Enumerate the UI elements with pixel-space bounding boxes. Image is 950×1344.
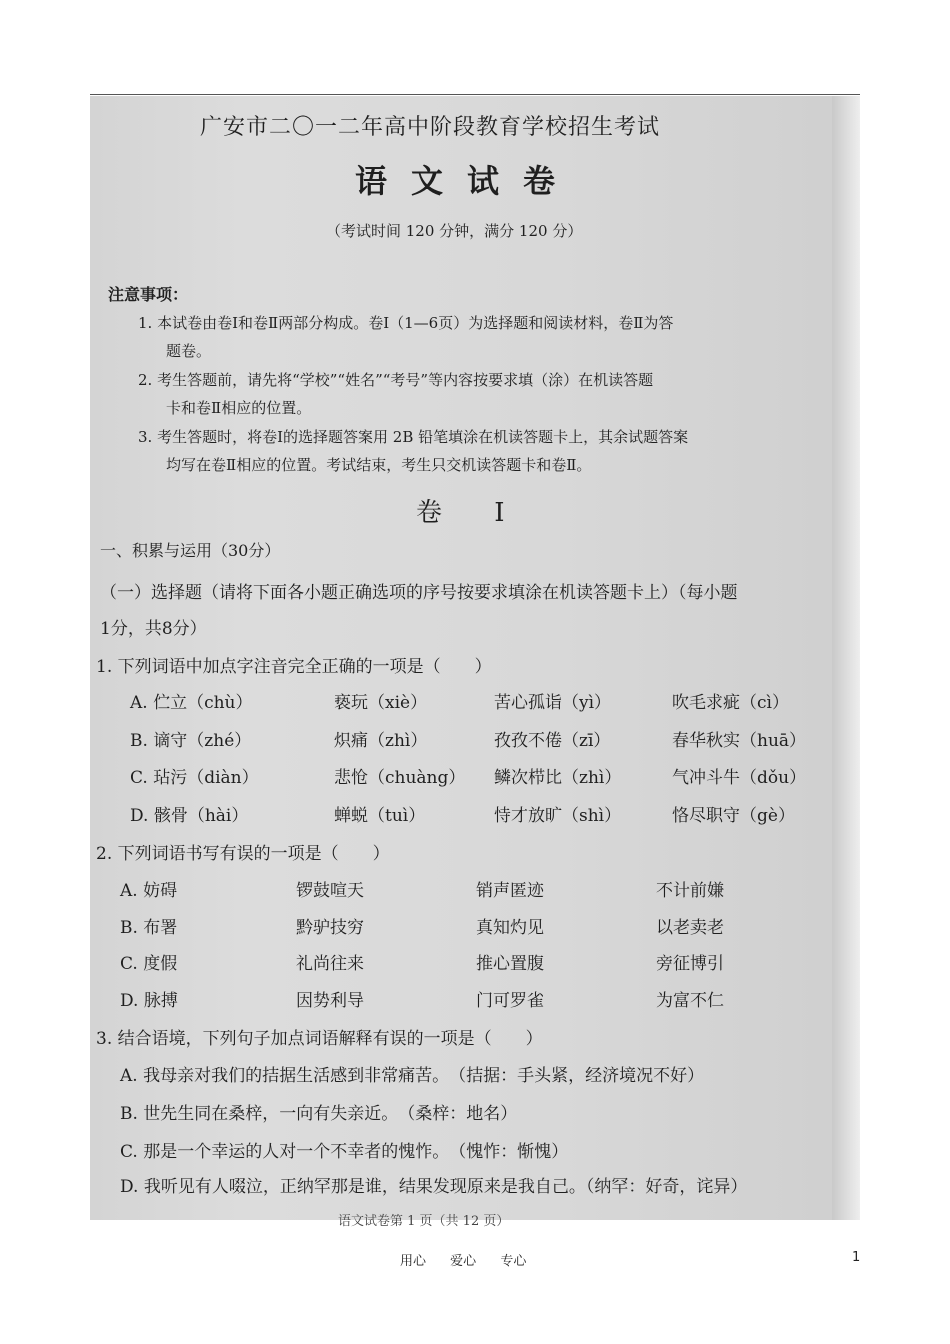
q2-option: 锣鼓喧天 bbox=[296, 881, 364, 901]
q2-option: 不计前嫌 bbox=[656, 881, 724, 901]
footer-motto-item: 专心 bbox=[500, 1254, 527, 1269]
question-2-stem: 2. 下列词语书写有误的一项是（ ） bbox=[96, 844, 390, 864]
section-title: 一、积累与运用（30分） bbox=[100, 541, 281, 560]
q2-option: 以老卖老 bbox=[656, 918, 724, 938]
q1-option: 恃才放旷（shì） bbox=[494, 806, 622, 826]
notice-item: 1. 本试卷由卷Ⅰ和卷Ⅱ两部分构成。卷Ⅰ（1—6页）为选择题和阅读材料，卷Ⅱ为答 bbox=[138, 314, 674, 332]
q2-option: 礼尚往来 bbox=[296, 954, 364, 974]
page-number: 1 bbox=[852, 1250, 861, 1265]
q1-option: 孜孜不倦（zī） bbox=[494, 731, 611, 751]
exam-time-note: （考试时间 120 分钟，满分 120 分） bbox=[326, 222, 583, 240]
paper-edge-shadow bbox=[832, 96, 860, 1220]
q1-option: 炽痛（zhì） bbox=[334, 731, 428, 751]
q2-option: C. 度假 bbox=[120, 954, 178, 974]
q1-option: 蝉蜕（tuì） bbox=[334, 806, 426, 826]
notice-item: 卡和卷Ⅱ相应的位置。 bbox=[166, 399, 312, 417]
q3-option: D. 我听见有人啜泣，正纳罕那是谁，结果发现原来是我自己。（纳罕：好奇，诧异） bbox=[120, 1177, 748, 1197]
footer-motto bbox=[400, 1250, 546, 1269]
footer-motto-item: 爱心 bbox=[450, 1254, 477, 1269]
q2-option: 黔驴技穷 bbox=[296, 918, 364, 938]
q1-option: A. 伫立（chù） bbox=[130, 693, 253, 713]
q2-option: 门可罗雀 bbox=[476, 991, 544, 1011]
question-1-stem: 1. 下列词语中加点字注音完全正确的一项是（ ） bbox=[96, 657, 492, 677]
q2-option: 旁征博引 bbox=[656, 954, 724, 974]
q2-option: A. 妨碍 bbox=[120, 881, 178, 901]
q1-option: 鳞次栉比（zhì） bbox=[494, 768, 622, 788]
q2-option: 真知灼见 bbox=[476, 918, 544, 938]
photo-page-footer: 语文试卷第 1 页（共 12 页） bbox=[338, 1214, 510, 1229]
q3-option: C. 那是一个幸运的人对一个不幸者的愧怍。 （愧怍：惭愧） bbox=[120, 1142, 569, 1162]
q1-option: B. 谪守（zhé） bbox=[130, 731, 252, 751]
q1-option: 亵玩（xiè） bbox=[334, 693, 428, 713]
q3-option: B. 世先生同在桑梓，一向有失亲近。 （桑梓：地名） bbox=[120, 1104, 518, 1124]
footer-motto-item: 用心 bbox=[400, 1254, 427, 1269]
q1-option: D. 骸骨（hài） bbox=[130, 806, 249, 826]
q1-option: 吹毛求疵（cì） bbox=[672, 693, 789, 713]
notice-item: 2. 考生答题前，请先将“学校”“姓名”“考号”等内容按要求填（涂）在机读答题 bbox=[138, 371, 654, 389]
question-3-stem: 3. 结合语境，下列句子加点词语解释有误的一项是（ ） bbox=[96, 1029, 543, 1049]
exam-subject: 语文试卷 bbox=[355, 162, 580, 200]
part-title: 卷 Ⅰ bbox=[416, 498, 527, 528]
q3-option: A. 我母亲对我们的拮据生活感到非常痛苦。 （拮据：手头紧，经济境况不好） bbox=[120, 1066, 705, 1086]
notice-item: 均写在卷Ⅱ相应的位置。考试结束，考生只交机读答题卡和卷Ⅱ。 bbox=[166, 456, 592, 474]
q1-option: 恪尽职守（gè） bbox=[672, 806, 795, 826]
notice-item: 题卷。 bbox=[166, 342, 212, 360]
notice-item: 3. 考生答题时，将卷Ⅰ的选择题答案用 2B 铅笔填涂在机读答题卡上，其余试题答案 bbox=[138, 428, 689, 446]
exam-title: 广安市二〇一二年高中阶段教育学校招生考试 bbox=[200, 115, 661, 140]
q2-option: 因势利导 bbox=[296, 991, 364, 1011]
q2-option: D. 脉搏 bbox=[120, 991, 178, 1011]
q1-option: 苦心孤诣（yì） bbox=[494, 693, 612, 713]
exam-paper-photo bbox=[90, 96, 860, 1229]
q2-option: B. 布署 bbox=[120, 918, 178, 938]
subsection-line: （一）选择题（请将下面各小题正确选项的序号按要求填涂在机读答题卡上）（每小题 bbox=[100, 583, 738, 603]
q2-option: 为富不仁 bbox=[656, 991, 724, 1011]
subsection-line: 1分，共8分） bbox=[100, 619, 207, 639]
q1-option: C. 玷污（diàn） bbox=[130, 768, 259, 788]
notice-heading: 注意事项： bbox=[108, 285, 189, 304]
q2-option: 销声匿迹 bbox=[476, 881, 544, 901]
q1-option: 气冲斗牛（dǒu） bbox=[672, 768, 807, 788]
q2-option: 推心置腹 bbox=[476, 954, 544, 974]
q1-option: 春华秋实（huā） bbox=[672, 731, 807, 751]
q1-option: 悲怆（chuàng） bbox=[334, 768, 466, 788]
header-rule bbox=[90, 94, 860, 95]
